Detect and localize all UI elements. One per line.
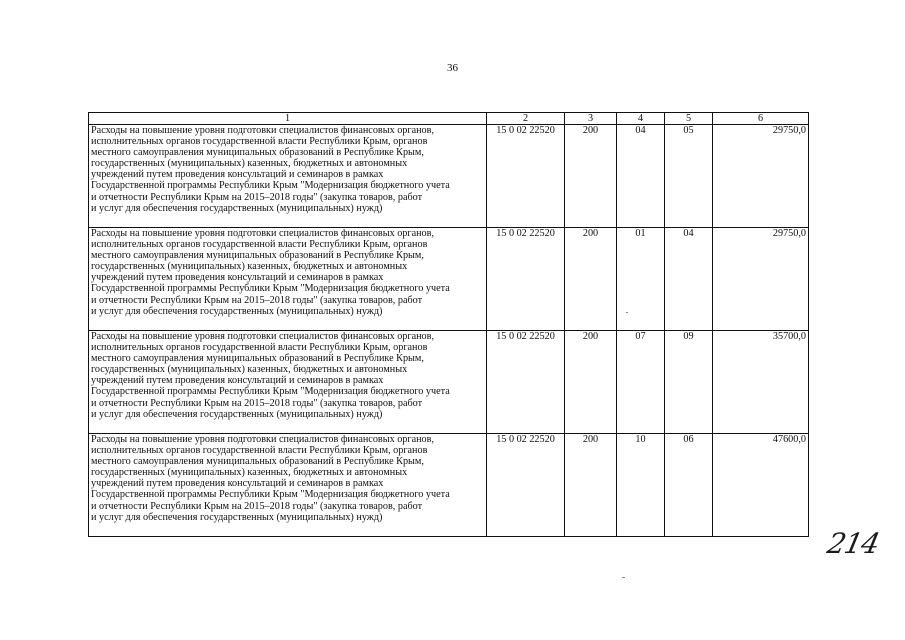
description-line: учреждений путем проведения консультаций и семинаров в рамках xyxy=(91,272,384,284)
amount: 29750,0 xyxy=(713,228,809,331)
column-header-6: 6 xyxy=(713,113,809,125)
table-row xyxy=(89,331,809,434)
description-line: и отчетности Республики Крым на 2015–2018 годы" (закупка товаров, работ xyxy=(91,191,423,203)
description-line: местного самоуправления муниципальных образований в Республике Крым, xyxy=(91,250,424,262)
description-line: исполнительных органов государственной власти Республики Крым, органов xyxy=(91,445,428,457)
subsection-code: 04 xyxy=(665,228,713,331)
amount: 35700,0 xyxy=(713,331,809,434)
description-line: государственных (муниципальных) казенных, бюджетных и автономных xyxy=(91,364,408,376)
target-article-code: 15 0 02 22520 xyxy=(487,434,565,537)
description-line: Расходы на повышение уровня подготовки специалистов финансовых органов, xyxy=(91,125,434,136)
description-line: Государственной программы Республики Крым "Модернизация бюджетного учета xyxy=(91,180,450,192)
description-line: местного самоуправления муниципальных образований в Республике Крым, xyxy=(91,353,424,365)
description-line: Государственной программы Республики Крым "Модернизация бюджетного учета xyxy=(91,489,450,501)
description-line: и отчетности Республики Крым на 2015–2018 годы" (закупка товаров, работ xyxy=(91,397,423,409)
target-article-code: 15 0 02 22520 xyxy=(487,125,565,228)
description-line: местного самоуправления муниципальных образований в Республике Крым, xyxy=(91,456,424,468)
amount: 47600,0 xyxy=(713,434,809,537)
scan-speck xyxy=(622,577,625,578)
expense-type-code: 200 xyxy=(565,331,617,434)
section-code: 01 xyxy=(617,228,665,331)
expense-type-code: 200 xyxy=(565,434,617,537)
description-line: исполнительных органов государственной власти Республики Крым, органов xyxy=(91,136,428,148)
section-code: 04 xyxy=(617,125,665,228)
table-row xyxy=(89,228,809,331)
description-line: государственных (муниципальных) казенных, бюджетных и автономных xyxy=(91,261,408,273)
table-header-row xyxy=(89,113,809,125)
description-line: Расходы на повышение уровня подготовки специалистов финансовых органов, xyxy=(91,434,434,445)
budget-table xyxy=(88,112,809,537)
page-number: 36 xyxy=(447,62,458,74)
expense-description xyxy=(89,125,487,228)
table-row xyxy=(89,125,809,228)
column-header-1: 1 xyxy=(89,113,487,125)
expense-description xyxy=(89,228,487,331)
description-line: исполнительных органов государственной власти Республики Крым, органов xyxy=(91,239,428,251)
scan-speck xyxy=(626,312,628,313)
column-header-5: 5 xyxy=(665,113,713,125)
expense-type-code: 200 xyxy=(565,228,617,331)
description-line: и услуг для обеспечения государственных (муниципальных) нужд) xyxy=(91,305,383,317)
column-header-4: 4 xyxy=(617,113,665,125)
column-header-2: 2 xyxy=(487,113,565,125)
subsection-code: 09 xyxy=(665,331,713,434)
subsection-code: 06 xyxy=(665,434,713,537)
description-line: учреждений путем проведения консультаций и семинаров в рамках xyxy=(91,478,384,490)
description-line: Государственной программы Республики Крым "Модернизация бюджетного учета xyxy=(91,283,450,295)
description-line: и отчетности Республики Крым на 2015–2018 годы" (закупка товаров, работ xyxy=(91,500,423,512)
description-line: Расходы на повышение уровня подготовки специалистов финансовых органов, xyxy=(91,228,434,239)
table-row xyxy=(89,434,809,537)
description-line: и отчетности Республики Крым на 2015–2018 годы" (закупка товаров, работ xyxy=(91,294,423,306)
column-header-3: 3 xyxy=(565,113,617,125)
description-line: государственных (муниципальных) казенных, бюджетных и автономных xyxy=(91,467,408,479)
description-line: и услуг для обеспечения государственных (муниципальных) нужд) xyxy=(91,408,383,420)
description-line: и услуг для обеспечения государственных (муниципальных) нужд) xyxy=(91,202,383,214)
subsection-code: 05 xyxy=(665,125,713,228)
description-line: местного самоуправления муниципальных образований в Республике Крым, xyxy=(91,147,424,159)
expense-type-code: 200 xyxy=(565,125,617,228)
amount: 29750,0 xyxy=(713,125,809,228)
description-line: и услуг для обеспечения государственных (муниципальных) нужд) xyxy=(91,511,383,523)
target-article-code: 15 0 02 22520 xyxy=(487,228,565,331)
section-code: 10 xyxy=(617,434,665,537)
handwritten-page-number: 214 xyxy=(824,527,882,560)
section-code: 07 xyxy=(617,331,665,434)
description-line: Расходы на повышение уровня подготовки специалистов финансовых органов, xyxy=(91,331,434,342)
expense-description xyxy=(89,331,487,434)
description-line: учреждений путем проведения консультаций и семинаров в рамках xyxy=(91,169,384,181)
expense-description xyxy=(89,434,487,537)
description-line: государственных (муниципальных) казенных, бюджетных и автономных xyxy=(91,158,408,170)
description-line: учреждений путем проведения консультаций и семинаров в рамках xyxy=(91,375,384,387)
description-line: исполнительных органов государственной власти Республики Крым, органов xyxy=(91,342,428,354)
target-article-code: 15 0 02 22520 xyxy=(487,331,565,434)
description-line: Государственной программы Республики Крым "Модернизация бюджетного учета xyxy=(91,386,450,398)
